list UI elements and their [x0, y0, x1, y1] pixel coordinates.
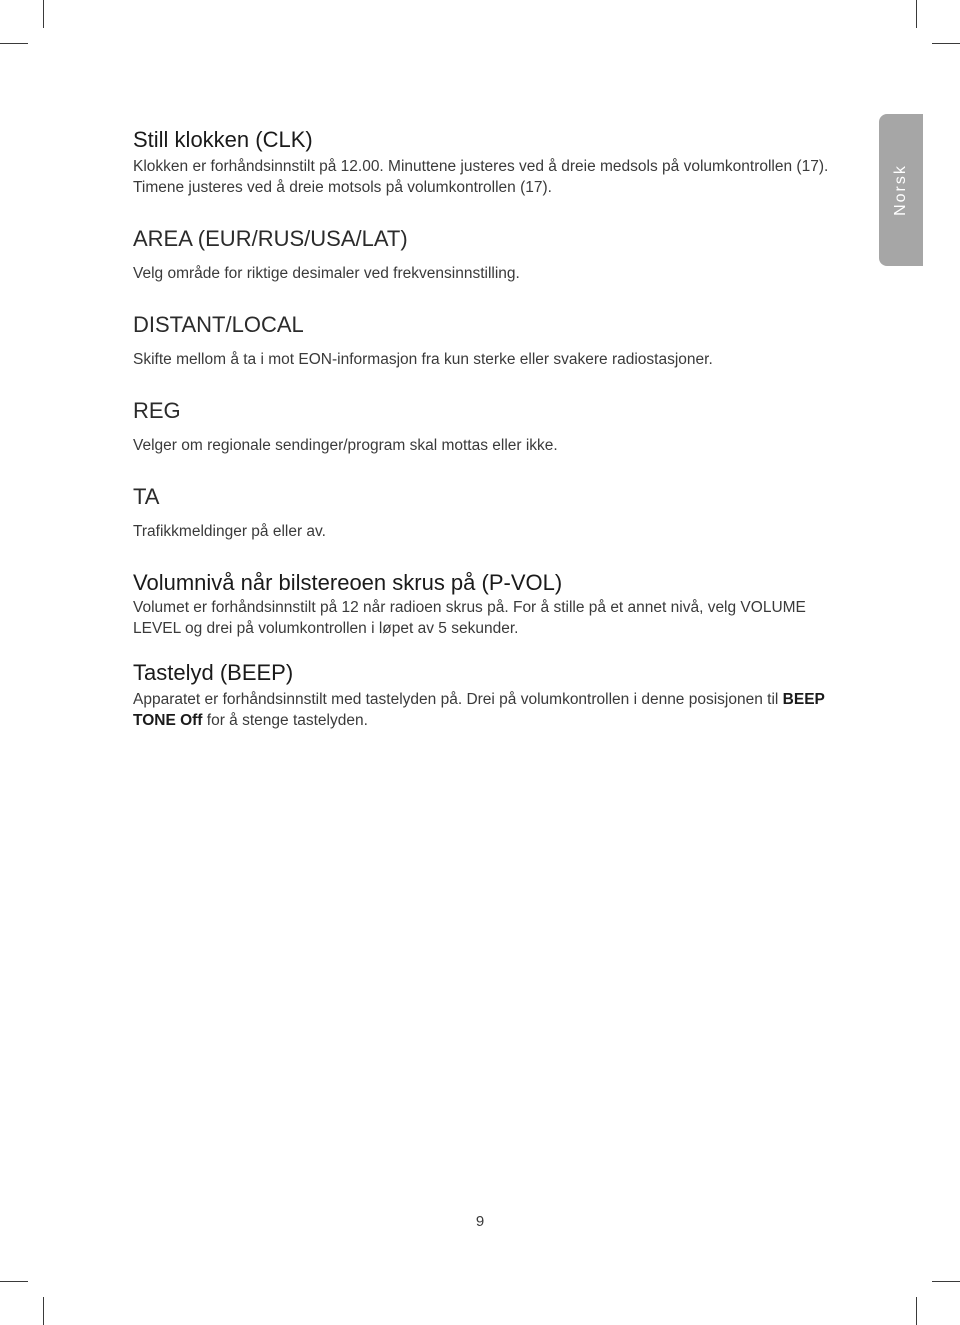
language-tab: [879, 114, 923, 266]
section-area: [133, 225, 853, 284]
section-text: Klokken er forhåndsinnstilt på 12.00. Minuttene justeres ved å dreie medsols på volumkontrollen (17). Timene justeres ved å dreie motsols på volumkontrollen (17).: [133, 158, 829, 196]
page-number: 9: [475, 1213, 485, 1230]
crop-mark-top-left-horizontal: [0, 43, 28, 44]
manual-content: [133, 126, 853, 731]
section-text: Trafikkmeldinger på eller av.: [133, 523, 326, 540]
crop-mark-bottom-right-horizontal: [932, 1281, 960, 1282]
section-heading: Still klokken (CLK): [133, 127, 313, 152]
section-text-start: Apparatet er forhåndsinnstilt med tastelyden på. Drei på volumkontrollen i denne posisjonen til: [133, 691, 783, 708]
section-reg: [133, 397, 853, 456]
section-p-vol: [133, 569, 853, 639]
section-heading: Volumnivå når bilstereoen skrus på (P-VOL): [133, 570, 563, 595]
section-heading: DISTANT/LOCAL: [133, 312, 304, 337]
section-heading: Tastelyd (BEEP): [133, 660, 294, 685]
crop-mark-bottom-left: [43, 1297, 44, 1325]
section-text: [133, 689, 853, 731]
section-beep: [133, 659, 853, 731]
crop-mark-top-right-horizontal: [932, 43, 960, 44]
section-heading: TA: [133, 484, 160, 509]
section-text: Velg område for riktige desimaler ved frekvensinnstilling.: [133, 265, 520, 282]
section-text: Velger om regionale sendinger/program skal mottas eller ikke.: [133, 437, 558, 454]
section-heading: REG: [133, 398, 181, 423]
section-distant-local: [133, 311, 853, 370]
crop-mark-bottom-left-horizontal: [0, 1281, 28, 1282]
section-text: Skifte mellom å ta i mot EON-informasjon fra kun sterke eller svakere radiostasjoner.: [133, 351, 713, 368]
language-tab-label: Norsk: [892, 164, 909, 216]
section-heading: AREA (EUR/RUS/USA/LAT): [133, 226, 408, 251]
crop-mark-top-left: [43, 0, 44, 28]
section-text: Volumet er forhåndsinnstilt på 12 når radioen skrus på. For å stille på et annet nivå, velg VOLUME LEVEL og drei på volumkontrollen i løpet av 5 sekunder.: [133, 599, 806, 637]
section-ta: [133, 483, 853, 542]
section-clock: [133, 126, 853, 198]
section-text-end: for å stenge tastelyden.: [202, 712, 368, 729]
crop-mark-top-right: [916, 0, 917, 28]
crop-mark-bottom-right: [916, 1297, 917, 1325]
beep-tone-off-label: BEEP TONE Off: [133, 691, 825, 729]
